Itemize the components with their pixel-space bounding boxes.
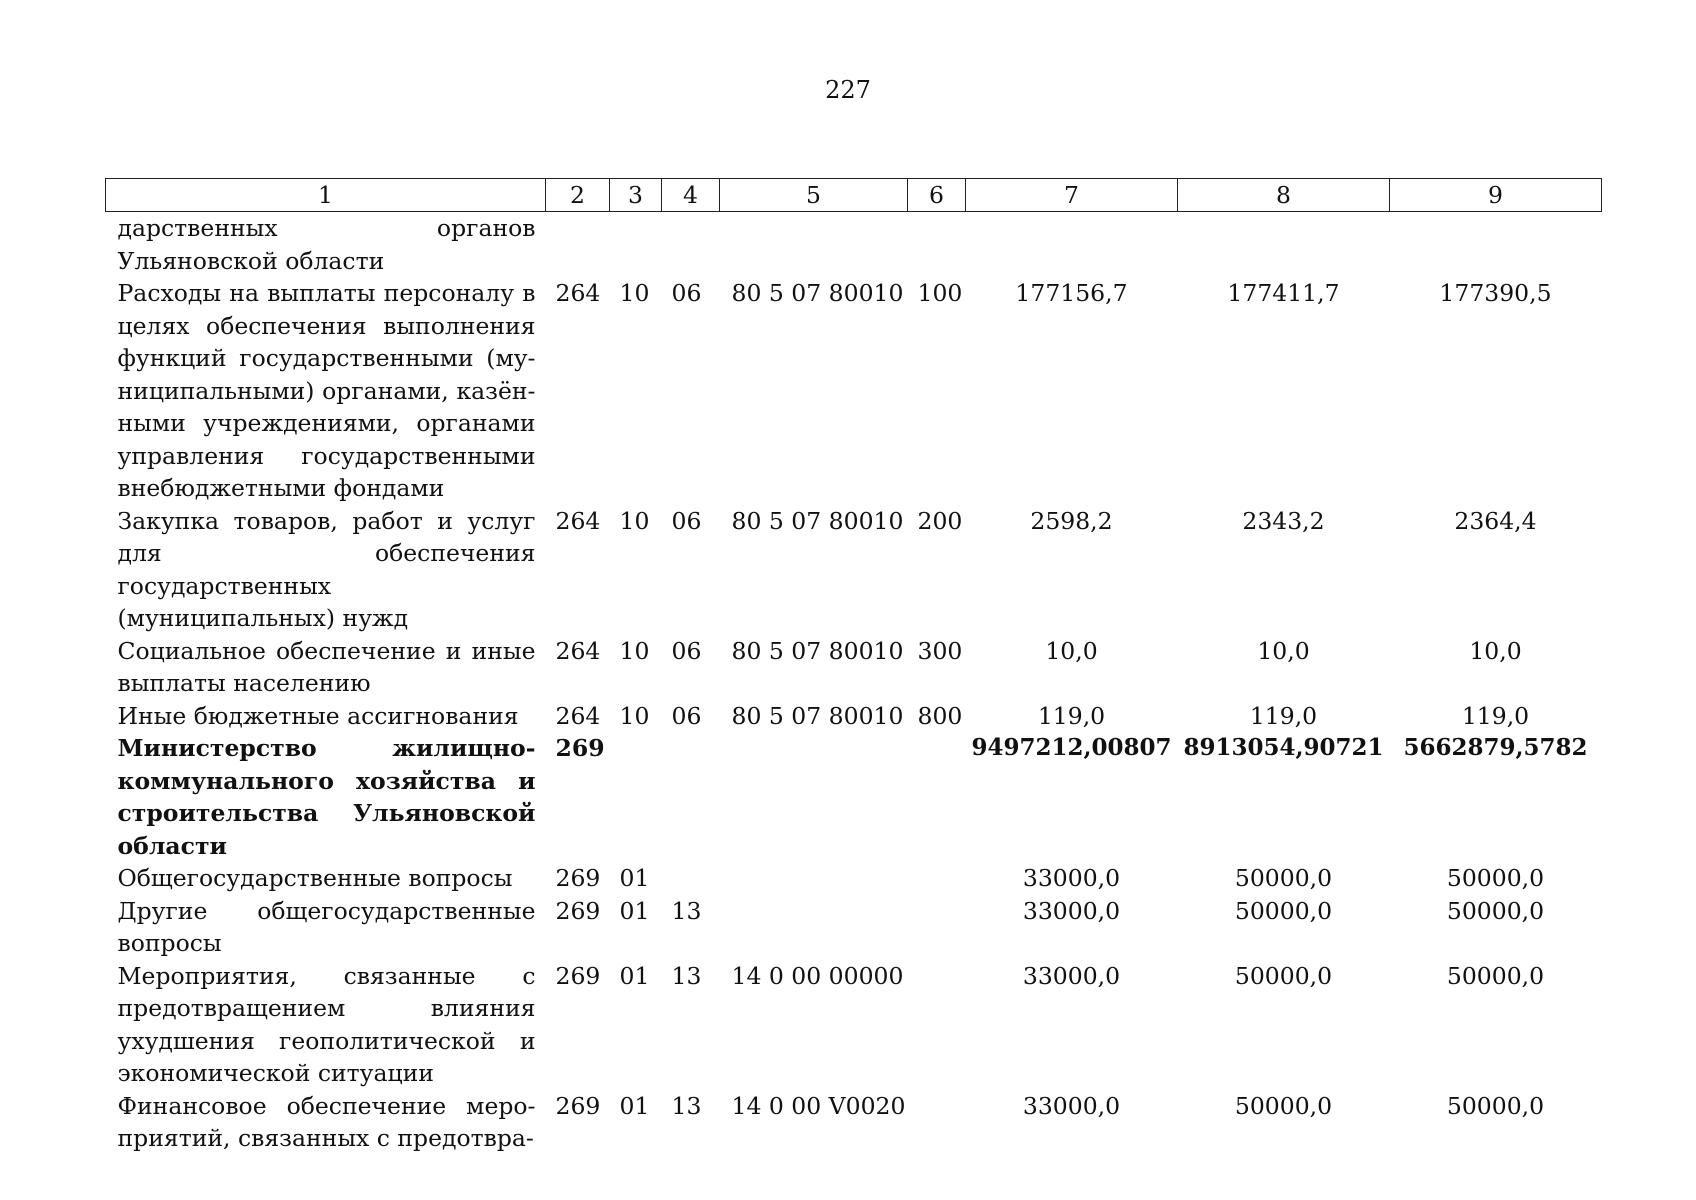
target-article-code — [720, 212, 908, 278]
row-name: дарственных органов Ульяновской области — [117, 214, 536, 275]
amount-year-2: 2343,2 — [1242, 506, 1325, 535]
amount-year-1: 2598,2 — [1030, 506, 1113, 535]
table-row — [106, 960, 1602, 1090]
admin-code — [546, 212, 610, 278]
table-row — [106, 212, 1602, 278]
target-article-code: 80 5 07 80010 — [731, 506, 904, 535]
table-row — [106, 732, 1602, 862]
admin-code: 264 — [555, 636, 601, 665]
target-article-code: 80 5 07 80010 — [731, 279, 904, 307]
target-article-code: 80 5 07 80010 — [731, 701, 904, 730]
admin-code: 269 — [555, 734, 605, 762]
admin-code: 264 — [555, 279, 601, 307]
admin-code: 269 — [555, 961, 601, 990]
amount-year-1: 33000,0 — [1022, 961, 1121, 990]
row-name: Министерство жилищно-коммунального хозяйства и строительства Ульяновской области — [117, 734, 536, 860]
subsection-code: 13 — [671, 1091, 702, 1120]
column-header: 7 — [966, 179, 1178, 212]
target-article-code — [720, 862, 908, 895]
section-code: 10 — [619, 279, 650, 307]
amount-year-1: 33000,0 — [1022, 1091, 1121, 1120]
amount-year-2: 8913054,90721 — [1183, 734, 1384, 761]
expense-type-code — [908, 960, 966, 1090]
subsection-code — [662, 862, 720, 895]
subsection-code: 06 — [671, 701, 702, 730]
column-header: 6 — [908, 179, 966, 212]
column-header: 3 — [610, 179, 662, 212]
table-row — [106, 895, 1602, 960]
subsection-code: 13 — [671, 896, 702, 925]
admin-code: 269 — [555, 896, 601, 925]
amount-year-1: 119,0 — [1037, 701, 1106, 730]
target-article-code: 14 0 00 00000 — [731, 961, 904, 990]
amount-year-3: 5662879,5782 — [1403, 734, 1588, 761]
subsection-code: 13 — [671, 961, 702, 990]
subsection-code: 06 — [671, 636, 702, 665]
amount-year-2: 50000,0 — [1234, 1091, 1333, 1120]
row-name: Общегосударственные вопросы — [117, 864, 513, 892]
table-row — [106, 862, 1602, 895]
amount-year-2: 50000,0 — [1234, 896, 1333, 925]
target-article-code: 80 5 07 80010 — [731, 636, 904, 665]
admin-code: 264 — [555, 506, 601, 535]
subsection-code: 06 — [671, 279, 702, 307]
section-code — [610, 732, 662, 862]
admin-code: 269 — [555, 1091, 601, 1120]
row-name: Расходы на выплаты персоналу в целях обеспечения выполнения функций государственными (муниципальными) органами, казёнными учреждениями, органами управления государственными внебюджетными фондами — [117, 279, 536, 502]
expense-type-code — [908, 862, 966, 895]
target-article-code — [720, 732, 908, 862]
amount-year-1: 10,0 — [1045, 636, 1098, 665]
section-code: 01 — [619, 1091, 650, 1120]
row-name: Другие общегосударственные вопросы — [117, 896, 536, 957]
amount-year-1 — [966, 212, 1178, 278]
section-code: 10 — [619, 506, 650, 535]
section-code: 10 — [619, 701, 650, 730]
table-row — [106, 635, 1602, 700]
expense-type-code — [908, 895, 966, 960]
amount-year-1: 177156,7 — [1015, 279, 1128, 307]
table-row — [106, 505, 1602, 635]
admin-code: 269 — [555, 864, 601, 892]
row-name: Иные бюджетные ассигнования — [117, 701, 519, 730]
row-name: Закупка товаров, работ и услуг для обеспечения государственных (муниципальных) нужд — [117, 506, 536, 632]
column-header: 4 — [662, 179, 720, 212]
amount-year-2: 50000,0 — [1234, 961, 1333, 990]
expense-type-code: 800 — [917, 701, 963, 730]
amount-year-3 — [1390, 212, 1602, 278]
target-article-code — [720, 895, 908, 960]
section-code — [610, 212, 662, 278]
column-header: 1 — [106, 179, 546, 212]
column-header: 9 — [1390, 179, 1602, 212]
amount-year-2 — [1178, 212, 1390, 278]
row-name: Финансовое обеспечение мероприятий, связанных с предотвра- — [117, 1091, 536, 1152]
amount-year-3: 119,0 — [1461, 701, 1530, 730]
amount-year-2: 10,0 — [1257, 636, 1310, 665]
expense-type-code: 300 — [917, 636, 963, 665]
expense-type-code: 100 — [917, 279, 963, 307]
column-header: 2 — [546, 179, 610, 212]
target-article-code: 14 0 00 V0020 — [731, 1091, 906, 1120]
expense-type-code — [908, 1090, 966, 1155]
amount-year-3: 177390,5 — [1439, 279, 1552, 307]
row-name: Мероприятия, связанные с предотвращением влияния ухудшения геополитической и экономической ситуации — [117, 961, 536, 1087]
amount-year-2: 50000,0 — [1234, 864, 1333, 892]
amount-year-2: 177411,7 — [1227, 279, 1340, 307]
expense-type-code — [908, 732, 966, 862]
subsection-code — [662, 732, 720, 862]
column-header: 8 — [1178, 179, 1390, 212]
page-number: 227 — [825, 76, 871, 104]
table-row — [106, 1090, 1602, 1155]
column-header: 5 — [720, 179, 908, 212]
table-row — [106, 277, 1602, 505]
amount-year-3: 50000,0 — [1446, 961, 1545, 990]
table-body — [106, 212, 1602, 1155]
table-row — [106, 700, 1602, 733]
amount-year-1: 33000,0 — [1022, 864, 1121, 892]
section-code: 01 — [619, 896, 650, 925]
amount-year-3: 50000,0 — [1446, 1091, 1545, 1120]
budget-table — [105, 178, 1602, 1155]
amount-year-1: 9497212,00807 — [971, 734, 1172, 761]
row-name: Социальное обеспечение и иные выплаты населению — [117, 636, 536, 697]
expense-type-code — [908, 212, 966, 278]
section-code: 01 — [619, 864, 650, 892]
amount-year-1: 33000,0 — [1022, 896, 1121, 925]
subsection-code: 06 — [671, 506, 702, 535]
expense-type-code: 200 — [917, 506, 963, 535]
amount-year-3: 50000,0 — [1446, 864, 1545, 892]
header-row — [106, 179, 1602, 212]
subsection-code — [662, 212, 720, 278]
amount-year-3: 10,0 — [1469, 636, 1522, 665]
section-code: 10 — [619, 636, 650, 665]
admin-code: 264 — [555, 701, 601, 730]
amount-year-2: 119,0 — [1249, 701, 1318, 730]
table-header — [106, 179, 1602, 212]
amount-year-3: 50000,0 — [1446, 896, 1545, 925]
amount-year-3: 2364,4 — [1454, 506, 1537, 535]
section-code: 01 — [619, 961, 650, 990]
